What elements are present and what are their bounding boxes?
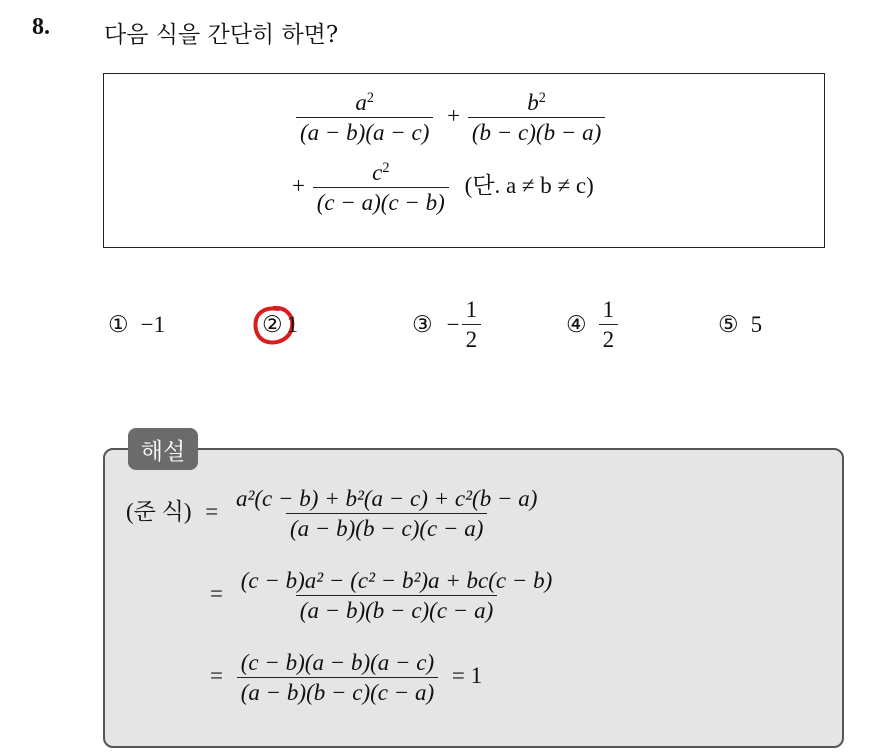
solution-step-3: = $\frac{(c - b)(a - b)(a - c)}{(a - b)(b - c)(c - a)}$ = 1	[210, 650, 483, 706]
expression-line-1	[296, 90, 605, 146]
choice-4[interactable]: ④ $\frac{1}{2}$	[566, 297, 618, 353]
plus-sign: +	[292, 173, 305, 199]
question-number: 8.	[32, 14, 50, 40]
choice-5[interactable]: ⑤ 5	[718, 312, 763, 338]
condition: (단. a ≠ b ≠ c)	[464, 173, 594, 199]
solution-step-2: = $\frac{\text{(c − b)a² − (c² − b²)a + bc(c − b)}}{(a - b)(b - c)(c - a)}$	[210, 568, 553, 624]
solution-step-1: (준 식) = $\frac{\text{a²(c − b) + b²(a − c) + c²(b − a)}}{(a - b)(b - c)(c - a)}$	[126, 486, 538, 542]
term-1: $\frac{a^2}{(a - b)(a - c)}$	[296, 90, 433, 146]
term-2: $\frac{b^2}{(b - c)(b - a)}$	[468, 90, 605, 146]
term-3: $\frac{c^2}{(c - a)(c - b)}$	[313, 160, 449, 216]
choice-1[interactable]: ① −1	[108, 312, 166, 338]
solution-result: = 1	[451, 663, 483, 689]
expression-line-2	[292, 160, 594, 216]
solution-label: 해설	[128, 428, 198, 470]
solution-lhs: (준 식)	[126, 499, 192, 525]
choice-3[interactable]: ③ − $\frac{1}{2}$	[412, 297, 481, 353]
plus-sign: +	[447, 103, 461, 129]
choice-2[interactable]: ② 1	[262, 312, 299, 338]
question-prompt: 다음 식을 간단히 하면?	[104, 22, 339, 48]
